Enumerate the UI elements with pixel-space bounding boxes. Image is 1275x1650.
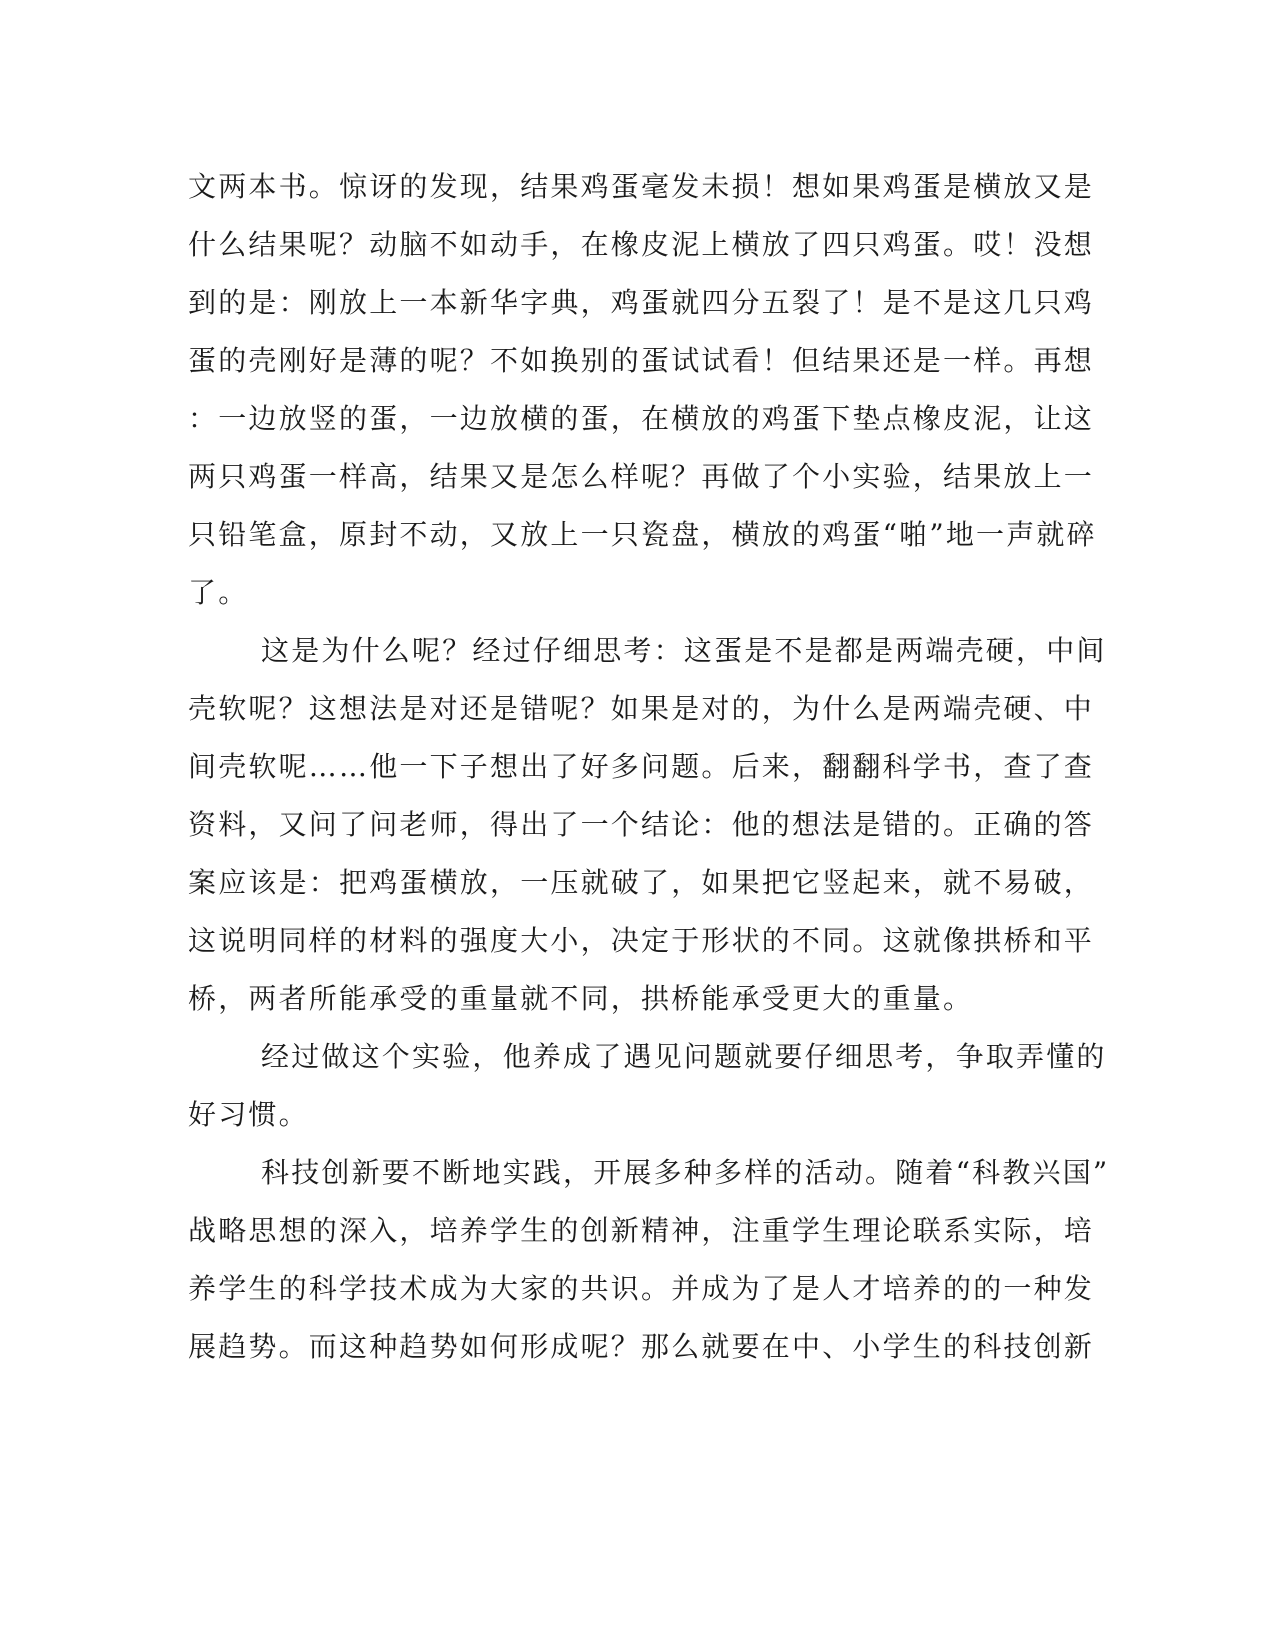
text-line: 文两本书。惊讶的发现，结果鸡蛋毫发未损！想如果鸡蛋是横放又是 [188, 170, 1095, 203]
text-line: 桥，两者所能承受的重量就不同，拱桥能承受更大的重量。 [188, 982, 974, 1015]
text-line: 养学生的科学技术成为大家的共识。并成为了是人才培养的的一种发 [188, 1272, 1095, 1305]
text-line: 壳软呢？这想法是对还是错呢？如果是对的，为什么是两端壳硬、中 [188, 692, 1095, 725]
text-line: 这说明同样的材料的强度大小，决定于形状的不同。这就像拱桥和平 [188, 924, 1095, 957]
text-line: 蛋的壳刚好是薄的呢？不如换别的蛋试试看！但结果还是一样。再想 [188, 344, 1095, 377]
text-line-indented: 经过做这个实验，他养成了遇见问题就要仔细思考，争取弄懂的 [261, 1040, 1107, 1073]
paragraph-2 [188, 622, 1107, 1028]
text-line: 了。 [188, 576, 249, 609]
text-line: 间壳软呢……他一下子想出了好多问题。后来，翻翻科学书，查了查 [188, 750, 1095, 783]
text-line: ：一边放竖的蛋，一边放横的蛋，在横放的鸡蛋下垫点橡皮泥，让这 [188, 402, 1095, 435]
paragraph-3 [188, 1028, 1107, 1144]
text-line: 两只鸡蛋一样高，结果又是怎么样呢？再做了个小实验，结果放上一 [188, 460, 1095, 493]
text-line: 战略思想的深入，培养学生的创新精神，注重学生理论联系实际，培 [188, 1214, 1095, 1247]
text-line: 案应该是：把鸡蛋横放，一压就破了，如果把它竖起来，就不易破， [188, 866, 1095, 899]
text-line-indented: 这是为什么呢？经过仔细思考：这蛋是不是都是两端壳硬，中间 [261, 634, 1107, 667]
body-text [188, 158, 1110, 1376]
text-line: 资料，又问了问老师，得出了一个结论：他的想法是错的。正确的答 [188, 808, 1095, 841]
text-line: 好习惯。 [188, 1098, 309, 1131]
text-line: 展趋势。而这种趋势如何形成呢？那么就要在中、小学生的科技创新 [188, 1330, 1095, 1363]
paragraph-1 [188, 158, 1097, 622]
text-line: 什么结果呢？动脑不如动手，在橡皮泥上横放了四只鸡蛋。哎！没想 [188, 228, 1095, 261]
text-line-indented: 科技创新要不断地实践，开展多种多样的活动。随着“科教兴国” [261, 1156, 1110, 1189]
text-line: 只铅笔盒，原封不动，又放上一只瓷盘，横放的鸡蛋“啪”地一声就碎 [188, 518, 1097, 551]
paragraph-4 [188, 1144, 1110, 1376]
text-line: 到的是：刚放上一本新华字典，鸡蛋就四分五裂了！是不是这几只鸡 [188, 286, 1095, 319]
